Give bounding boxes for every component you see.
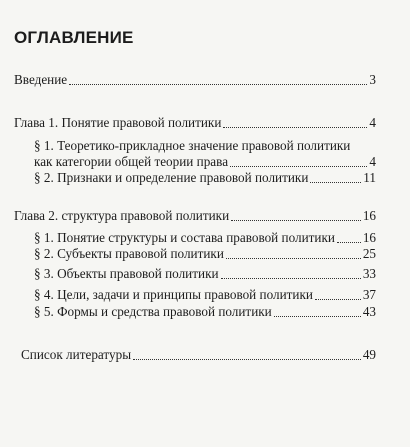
toc-entry-page: 16 — [362, 208, 376, 223]
toc-leader-dots — [226, 258, 361, 259]
toc-entry-label: § 3. Объекты правовой политики — [34, 266, 219, 281]
toc-entry-bibliography — [21, 347, 376, 363]
toc-entry-label: Введение — [14, 72, 68, 87]
toc-leader-dots — [274, 316, 361, 317]
toc-leader-dots — [223, 127, 367, 128]
toc-entry-page: 37 — [362, 287, 376, 302]
toc-entry-page: 11 — [363, 170, 376, 185]
toc-entry-page: 25 — [362, 246, 376, 261]
page-title: ОГЛАВЛЕНИЕ — [14, 28, 134, 47]
toc-entry-page: 16 — [362, 230, 376, 245]
toc-entry-section-2-5 — [34, 304, 376, 320]
toc-entry-label: Глава 1. Понятие правовой политики — [14, 115, 222, 130]
toc-entry-section-1-2 — [34, 170, 376, 186]
toc-entry-page: 3 — [369, 72, 376, 87]
toc-entry-label: Глава 2. структура правовой политики — [14, 208, 230, 223]
toc-entry-label-line1: § 1. Теоретико-прикладное значение правовой политики — [34, 138, 351, 153]
toc-leader-dots — [69, 84, 367, 85]
toc-leader-dots — [221, 278, 361, 279]
toc-entry-section-2-4 — [34, 287, 376, 303]
toc-leader-dots — [315, 299, 361, 300]
toc-entry-section-2-2 — [34, 246, 376, 262]
toc-entry-label: § 4. Цели, задачи и принципы правовой политики — [34, 287, 313, 302]
toc-leader-dots — [231, 220, 361, 221]
toc-entry-page: 4 — [369, 154, 376, 169]
toc-entry-label-line2: как категории общей теории права — [34, 154, 229, 169]
toc-entry-page: 33 — [362, 266, 376, 281]
toc-entry-label: Список литературы — [21, 347, 132, 362]
toc-leader-dots — [310, 182, 361, 183]
toc-entry-label: § 2. Субъекты правовой политики — [34, 246, 224, 261]
toc-leader-dots — [337, 242, 361, 243]
toc-entry-page: 4 — [369, 115, 376, 130]
toc-entry-label: § 5. Формы и средства правовой политики — [34, 304, 272, 319]
toc-leader-dots — [230, 166, 367, 167]
toc-entry-label: § 2. Признаки и определение правовой политики — [34, 170, 309, 185]
toc-entry-section-1-1 — [34, 138, 376, 170]
toc-entry-page: 43 — [362, 304, 376, 319]
toc-entry-label: § 1. Понятие структуры и состава правовой политики — [34, 230, 335, 245]
toc-entry-page: 49 — [362, 347, 376, 362]
toc-leader-dots — [133, 359, 361, 360]
toc-entry-chapter-2 — [14, 208, 376, 224]
toc-entry-section-2-3 — [34, 266, 376, 282]
toc-entry-chapter-1 — [14, 115, 376, 131]
toc-entry-section-2-1 — [34, 230, 376, 246]
toc-entry-introduction — [14, 72, 376, 88]
